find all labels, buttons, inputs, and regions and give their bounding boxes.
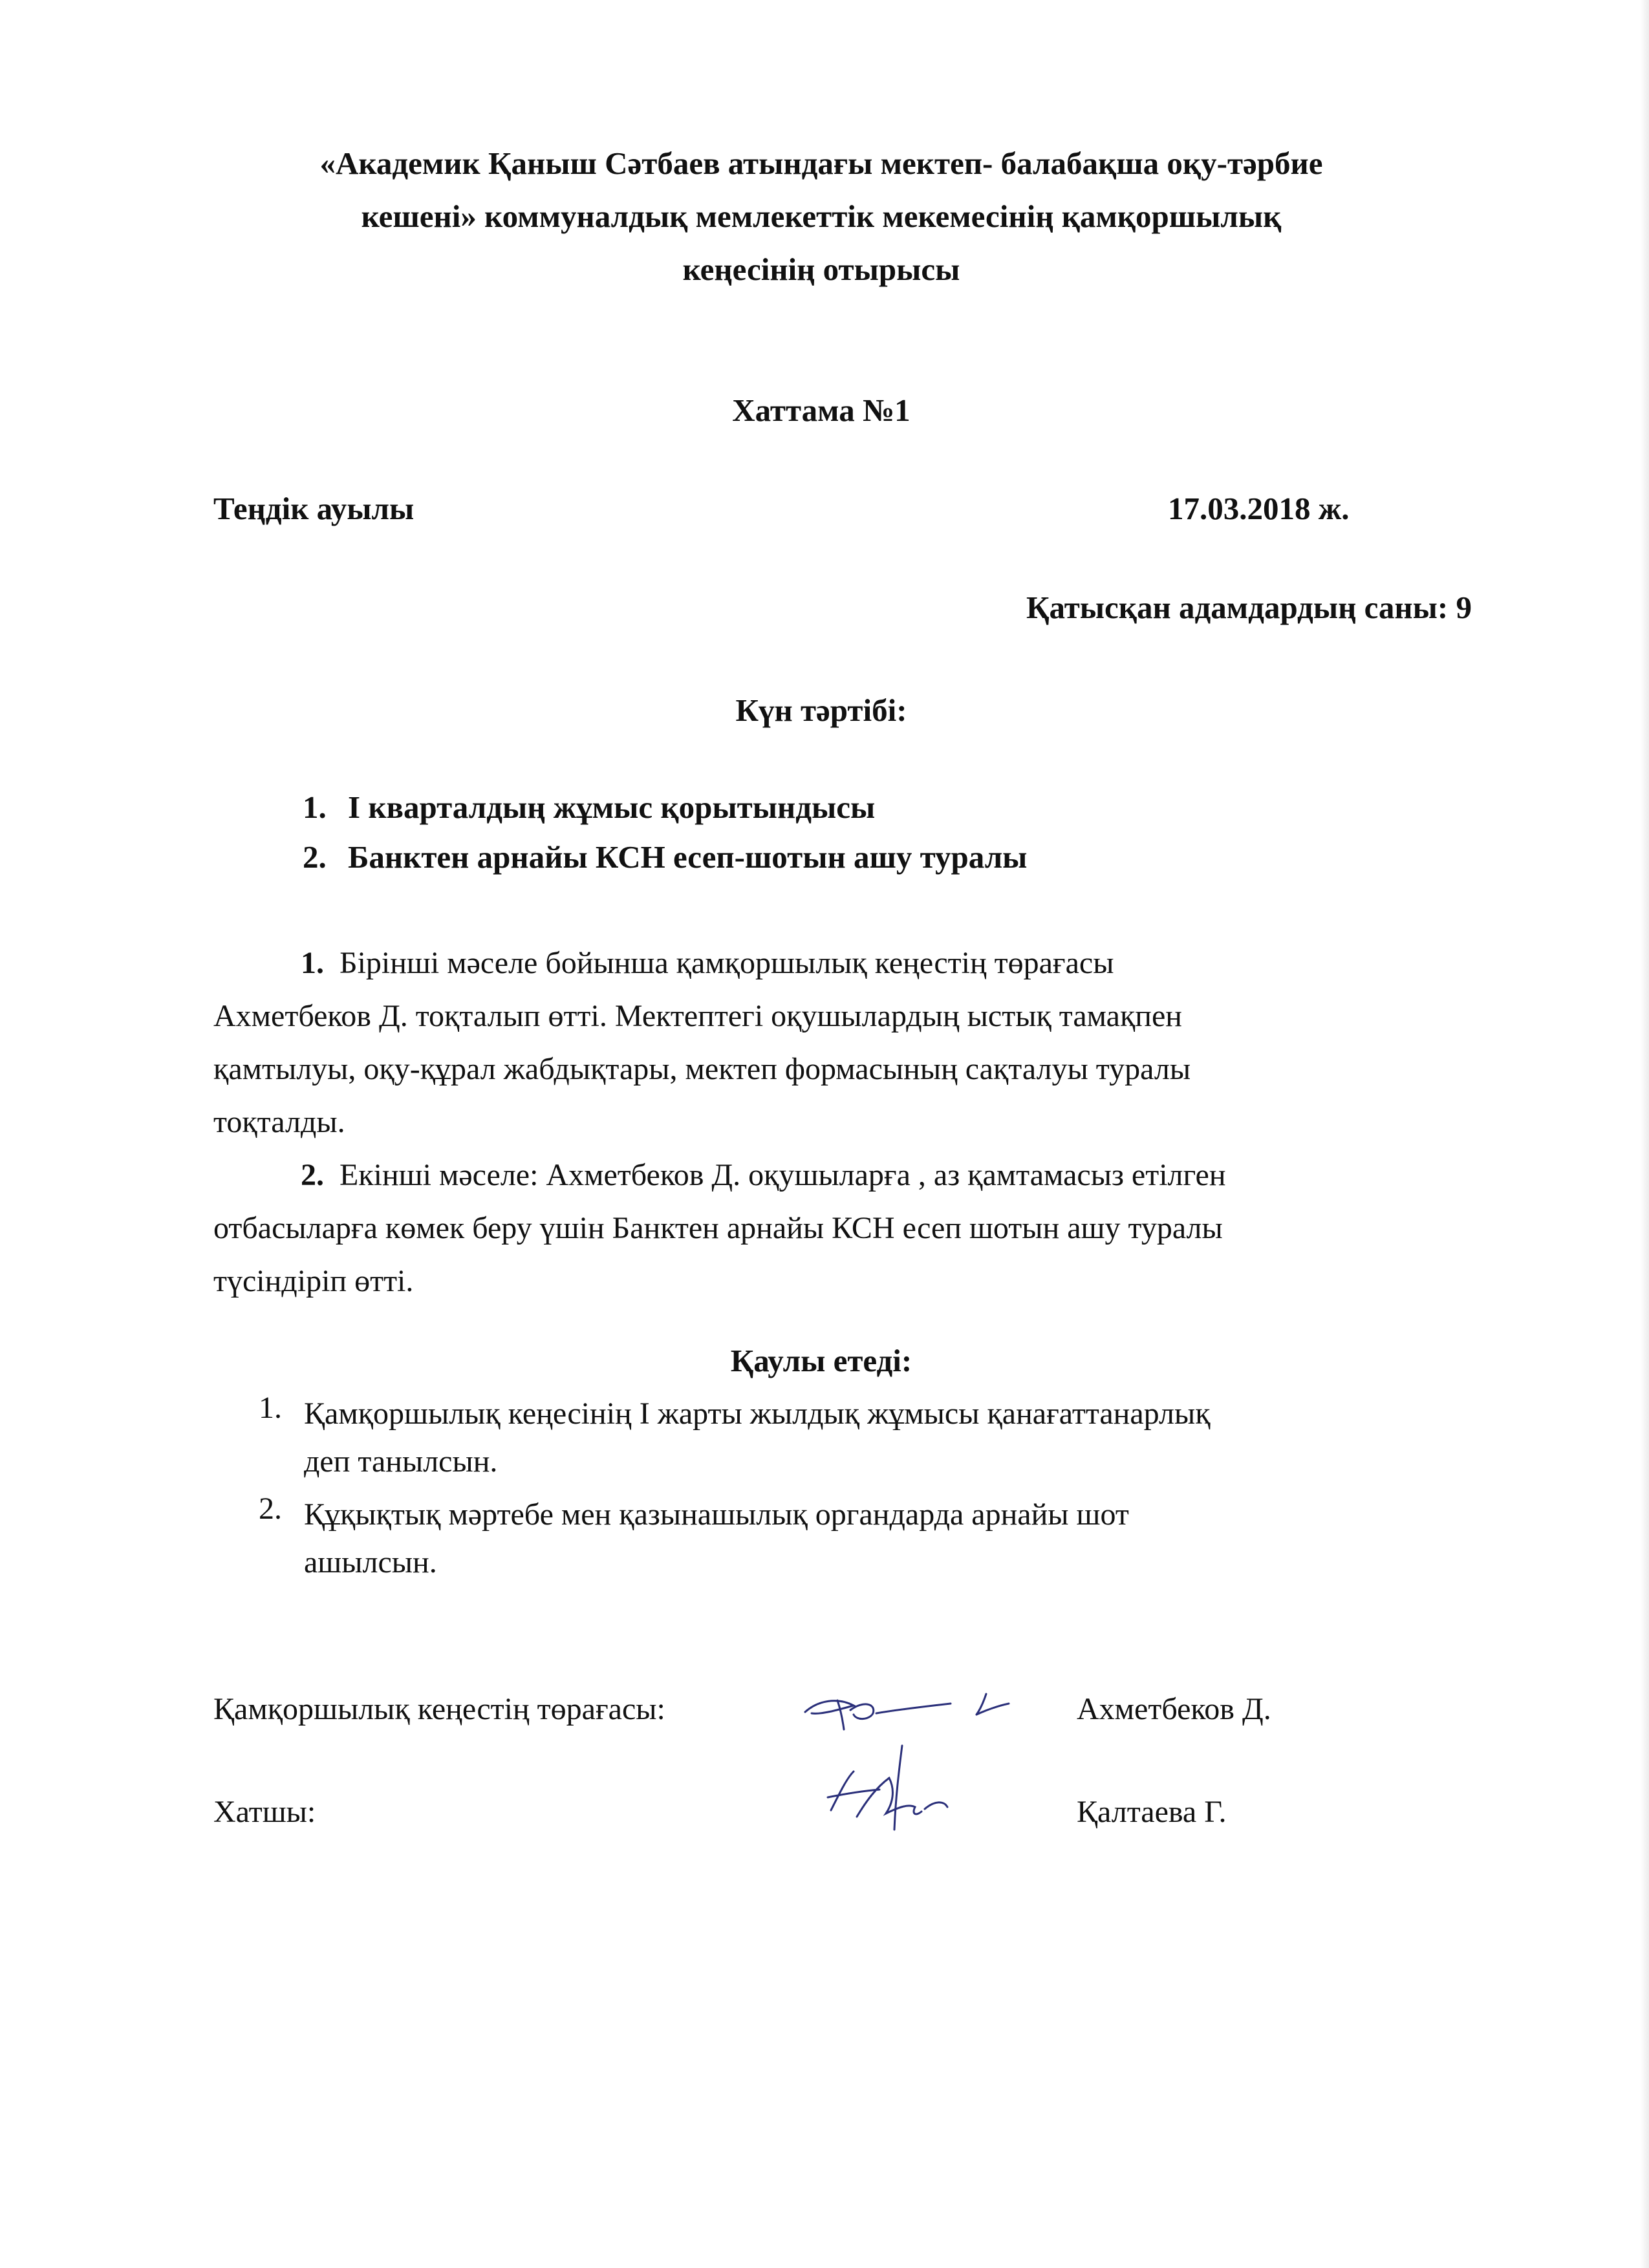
secretary-role: Хатшы: bbox=[213, 1795, 316, 1829]
paragraph-line: қамтылуы, оқу-құрал жабдықтары, мектеп формасының сақталуы туралы bbox=[213, 1052, 1191, 1086]
resolution-line: Қамқоршылық кеңесінің І жарты жылдық жұмысы қанағаттанарлық bbox=[304, 1396, 1211, 1431]
agenda-item-number: 1. bbox=[303, 789, 327, 825]
chairman-signature-icon bbox=[792, 1674, 1031, 1746]
title-line-1: «Академик Қаныш Сәтбаев атындағы мектеп- балабақша оқу-тәрбие bbox=[319, 145, 1323, 181]
paragraph-line: тоқталды. bbox=[213, 1105, 345, 1139]
discussion-paragraph-1 bbox=[213, 937, 1481, 1149]
location: Теңдік ауылы bbox=[213, 491, 415, 526]
attendance-count: Қатысқан адамдардың саны: 9 bbox=[1026, 590, 1472, 625]
document-title bbox=[194, 137, 1449, 296]
discussion-paragraph-2 bbox=[213, 1149, 1481, 1308]
document-date: 17.03.2018 ж. bbox=[1168, 491, 1350, 526]
resolution-item-text bbox=[304, 1491, 1481, 1587]
agenda-item-number: 2. bbox=[303, 839, 327, 875]
agenda-heading: Күн тәртібі: bbox=[735, 692, 907, 728]
chairman-role: Қамқоршылық кеңестің төрағасы: bbox=[213, 1692, 665, 1726]
paragraph-line: түсіндіріп өтті. bbox=[213, 1264, 414, 1298]
resolution-item-number: 1. bbox=[259, 1391, 282, 1425]
paragraph-number: 2. bbox=[301, 1158, 324, 1192]
agenda-item bbox=[303, 839, 1027, 875]
secretary-signature-icon bbox=[818, 1739, 967, 1836]
secretary-name: Қалтаева Г. bbox=[1077, 1795, 1227, 1829]
paragraph-number: 1. bbox=[301, 946, 324, 980]
resolution-line: Құқықтық мәртебе мен қазынашылық органдарда арнайы шот bbox=[304, 1497, 1129, 1532]
resolution-line: ашылсын. bbox=[304, 1545, 437, 1579]
chairman-name: Ахметбеков Д. bbox=[1077, 1692, 1271, 1726]
scan-edge-shadow bbox=[1640, 0, 1649, 2268]
paragraph-line: Бірінші мәселе бойынша қамқоршылық кеңестің төрағасы bbox=[339, 946, 1114, 980]
title-line-3: кеңесінің отырысы bbox=[682, 251, 960, 287]
paragraph-line: Екінші мәселе: Ахметбеков Д. оқушыларға , аз қамтамасыз етілген bbox=[339, 1158, 1226, 1192]
agenda-item bbox=[303, 789, 875, 826]
agenda-item-text: І кварталдың жұмыс қорытындысы bbox=[348, 789, 876, 825]
title-line-2: кешені» коммуналдық мемлекеттік мекемесінің қамқоршылық bbox=[361, 198, 1282, 234]
resolution-item-text bbox=[304, 1390, 1481, 1486]
paragraph-line: отбасыларға көмек беру үшін Банктен арнайы КСН есеп шотын ашу туралы bbox=[213, 1211, 1223, 1245]
agenda-item-text: Банктен арнайы КСН есеп-шотын ашу туралы bbox=[348, 839, 1028, 875]
resolution-heading: Қаулы етеді: bbox=[730, 1343, 912, 1378]
protocol-title: Хаттама №1 bbox=[732, 392, 911, 428]
paragraph-line: Ахметбеков Д. тоқталып өтті. Мектептегі оқушылардың ыстық тамақпен bbox=[213, 999, 1182, 1033]
resolution-line: деп танылсын. bbox=[304, 1444, 498, 1479]
resolution-item-number: 2. bbox=[259, 1492, 282, 1526]
